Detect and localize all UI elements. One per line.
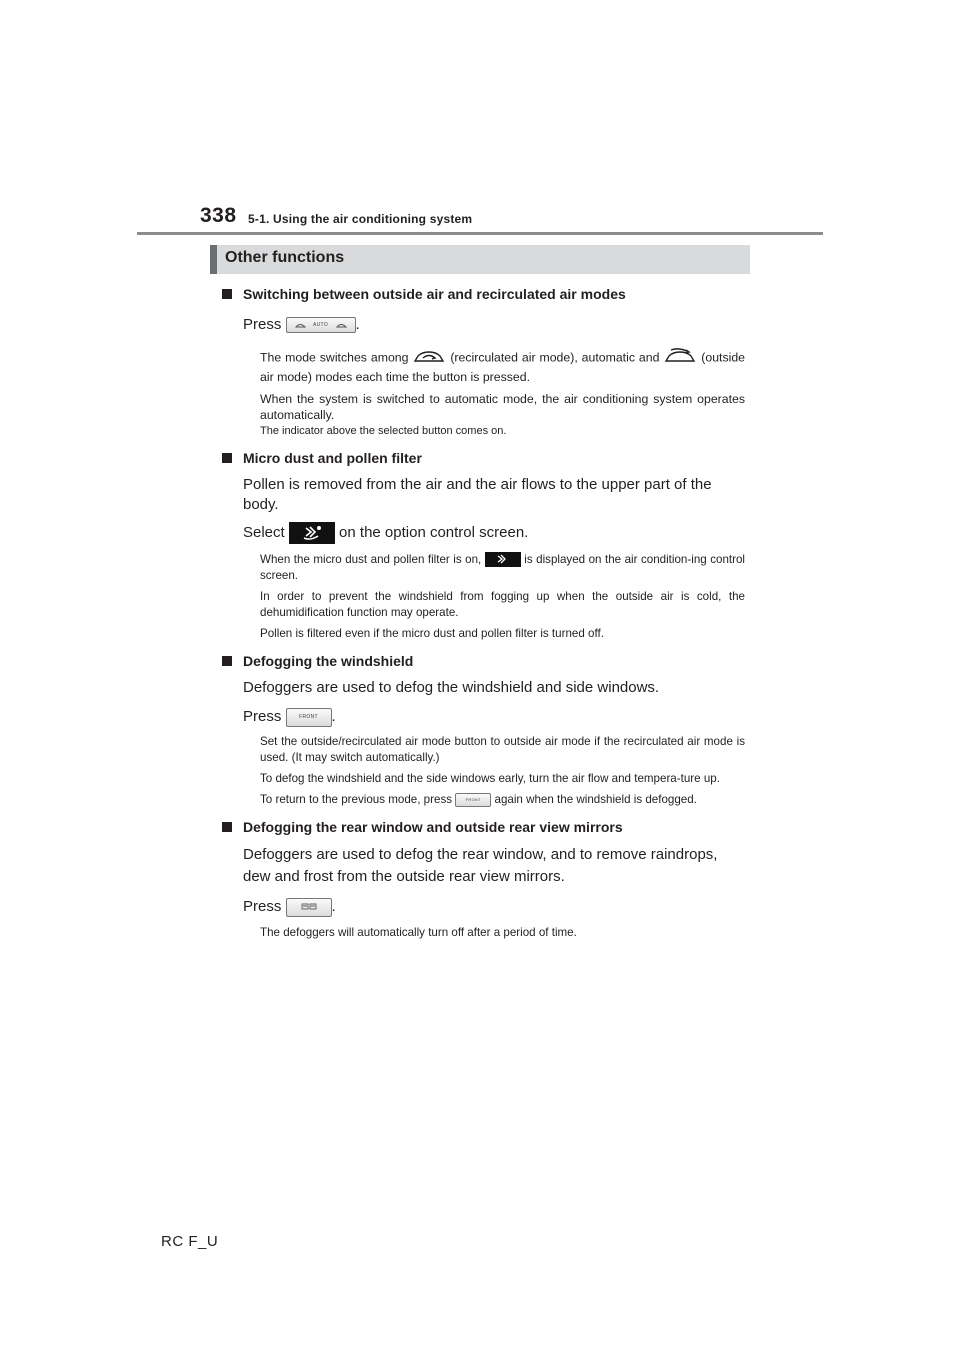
square-bullet-icon — [222, 289, 232, 299]
square-bullet-icon — [222, 822, 232, 832]
footer-model: RC F_U — [161, 1233, 219, 1250]
banner-title: Other functions — [225, 249, 345, 266]
section-banner — [210, 245, 750, 274]
heading-switching: Switching between outside air and recirculated air modes — [222, 283, 745, 305]
instruction-select-pollen: Select on the option control screen. — [222, 522, 745, 544]
heading-pollen: Micro dust and pollen filter — [222, 447, 745, 469]
windshield-description: Defoggers are used to defog the windshield and side windows. — [243, 679, 660, 696]
header-rule — [137, 232, 823, 235]
pollen-description: Pollen is removed from the air and the air flows to the upper part of the body. — [243, 476, 712, 513]
heading-windshield: Defogging the windshield — [222, 650, 745, 672]
square-bullet-icon — [222, 453, 232, 463]
note-pollen-off: Pollen is filtered even if the micro dust and pollen filter is turned off. — [260, 627, 604, 640]
instruction-press-rear: Press . — [243, 898, 336, 915]
square-bullet-icon — [222, 656, 232, 666]
page-number: 338 — [200, 204, 237, 227]
note-outside-air: Set the outside/recirculated air mode button to outside air mode if the recirculated air mode is used. (It may switch automatically.) — [260, 735, 745, 764]
front-defogger-button-icon: FRONT — [286, 708, 332, 727]
note-automatic: When the system is switched to automatic mode, the air conditioning system operates automatically. — [260, 392, 745, 422]
note-pollen-display: When the micro dust and pollen filter is on, is displayed on the air condition-ing control screen. — [260, 553, 745, 582]
note-indicator: The indicator above the selected button comes on. — [260, 425, 507, 437]
page-content — [222, 283, 745, 941]
note-dehumidification: In order to prevent the windshield from fogging up when the outside air is cold, the dehumidification function may operate. — [260, 590, 745, 619]
instruction-press-recirc: Press AUTO . — [243, 316, 360, 333]
running-header: 5-1. Using the air conditioning system — [248, 212, 473, 226]
recirc-auto-button-icon: AUTO — [286, 317, 356, 333]
note-return-mode: To return to the previous mode, press FRONT again when the windshield is defogged. — [260, 793, 697, 806]
outside-air-car-icon — [663, 347, 697, 369]
note-auto-off: The defoggers will automatically turn off after a period of time. — [260, 926, 577, 939]
note-mode-switch: The mode switches among (recirculated air mode), automatic and (outside air mode) modes each time the button is pressed. — [222, 347, 745, 385]
rear-defogger-button-icon — [286, 898, 332, 917]
note-defog-early: To defog the windshield and the side windows early, turn the air flow and tempera-ture up. — [260, 772, 720, 785]
front-defogger-button-icon: FRONT — [455, 793, 491, 807]
pollen-filter-icon — [289, 522, 335, 544]
rear-description: Defoggers are used to defog the rear window, and to remove raindrops, dew and frost from the outside rear view mirrors. — [243, 846, 718, 885]
recirculated-air-car-icon — [412, 347, 446, 369]
instruction-press-front: Press FRONT . — [243, 708, 336, 725]
heading-rear: Defogging the rear window and outside rear view mirrors — [222, 816, 745, 838]
pollen-filter-icon — [485, 552, 521, 567]
